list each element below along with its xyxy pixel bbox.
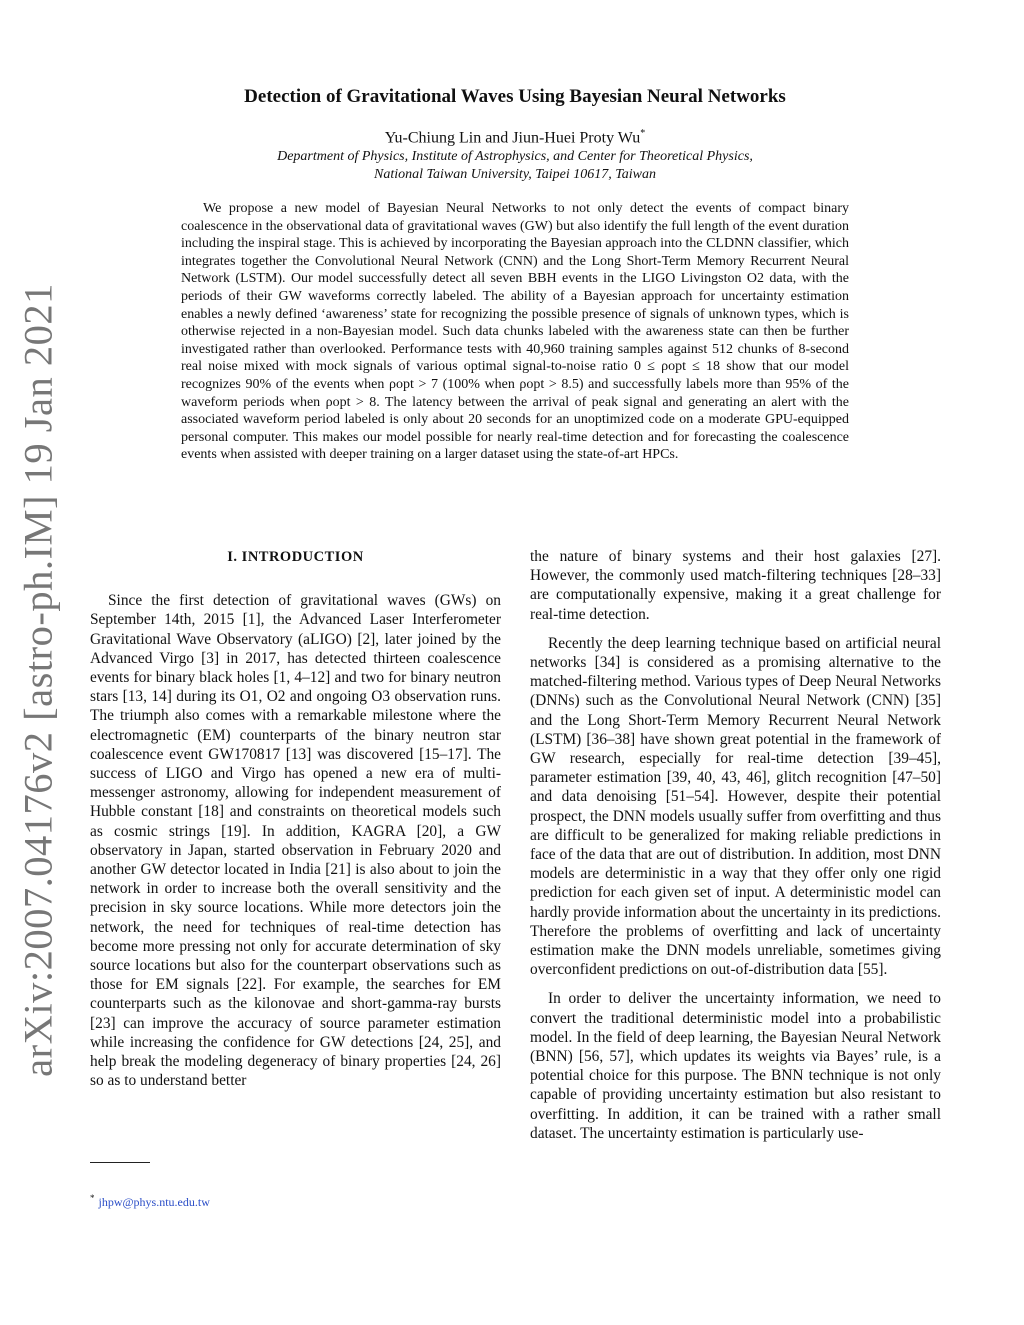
email-link[interactable]: jhpw@phys.ntu.edu.tw <box>98 1195 210 1209</box>
affiliation-line-2: National Taiwan University, Taipei 10617, Taiwan <box>373 167 656 182</box>
paragraph: the nature of binary systems and their host galaxies [27]. However, the commonly used match-filtering techniques [28–33] are computationally expensive, making it a great challenge for real-time detection. <box>530 548 941 623</box>
authors-text: Yu-Chiung Lin and Jiun-Huei Proty Wu <box>384 129 641 147</box>
arxiv-identifier <box>8 283 68 1077</box>
left-column <box>90 548 501 1090</box>
paragraph: In order to deliver the uncertainty information, we need to convert the traditional deterministic model into a probabilistic model. In the field of deep learning, the Bayesian Neural Network (BNN) [56, 57], which updates its weights via Bayes’ rule, is a potential choice for this purpose. The BNN technique is not only capable of providing uncertainty estimation but also resistant to overfitting. In addition, it can be trained with a rather small dataset. The uncertainty estimation is particularly use- <box>530 990 941 1142</box>
footnote-divider <box>90 1162 150 1163</box>
right-column <box>530 547 941 1143</box>
footnote <box>90 1193 210 1210</box>
author-footnote-mark[interactable]: * <box>640 128 646 139</box>
affiliation <box>150 148 880 184</box>
paragraph: Recently the deep learning technique based on artificial neural networks [34] is considered as a promising alternative to the matched-filtering method. Various types of Deep Neural Networks (DNNs) such as the Convolutional Neural Network (CNN) [35] and the Long Short-Term Memory Recurrent Neural Network (LSTM) [36–38] have shown great potential in the framework of GW research, especially for real-time detection [39–45], parameter estimation [39, 40, 43, 46], glitch recognition [47–50] and data denoising [51–54]. However, despite their potential prospect, the DNN models usually suffer from overfitting and thus are difficult to be generalized for making reliable predictions in face of the data that are out of distribution. In addition, most DNN models are deterministic in a way that they offer only one rigid prediction for each given set of input. A deterministic model can hardly provide information about the uncertainty in its predictions. Therefore the problems of overfitting and lack of uncertainty estimation make the DNN models unreliable, sometimes giving overconfident predictions on out-of-distribution data [55]. <box>530 634 941 979</box>
paragraph: Since the first detection of gravitational waves (GWs) on September 14th, 2015 [1], the Advanced Laser Interferometer Gravitational Wave Observatory (aLIGO) [2], later joined by the Advanced Virgo [3] in 2017, has detected thirteen coalescence events for binary black holes [1, 4–12] and two for binary neutron stars [13, 14] during its O1, O2 and ongoing O3 observation runs. The triumph also comes with a remarkable milestone where the electromagnetic (EM) counterparts of the binary neutron star coalescence event GW170817 [13] was discovered [15–17]. The success of LIGO and Virgo has opened a new era of multi-messenger astronomy, allowing for independent measurement of Hubble constant [18] and constraints on theoretical models such as cosmic strings [19]. In addition, KAGRA [20], a GW observatory in Japan, started observation in February 2020 and another GW detector located in India [21] is also about to join the network in order to increase both the overall sensitivity and the precision in sky source locations. While more detectors join the network, the need for techniques of real-time detection has become more pressing not only for accurate determination of sky source locations but also for the counterpart observations such as those for EM signals [22]. For example, the searches for EM counterparts such as the kilonovae and short-gamma-ray bursts [23] can improve the accuracy of source parameter estimation while increasing the confidence for GW detections [24, 25], and help break the modeling degeneracy of binary properties [24, 26] so as to understand better <box>90 592 501 1090</box>
section-heading: I. INTRODUCTION <box>227 549 364 565</box>
paper-title: Detection of Gravitational Waves Using Bayesian Neural Networks <box>244 86 786 107</box>
footnote-mark: * <box>90 1193 95 1203</box>
affiliation-line-1: Department of Physics, Institute of Astrophysics, and Center for Theoretical Physics, <box>277 149 753 164</box>
author-line <box>150 128 880 147</box>
abstract: We propose a new model of Bayesian Neural Networks to not only detect the events of compact binary coalescence in the observational data of gravitational waves (GW) but also identify the full length of the event duration including the inspiral stage. This is achieved by incorporating the Bayesian approach into the CLDNN classifier, which integrates together the Convolutional Neural Network (CNN) and the Long Short-Term Memory Recurrent Neural Network (LSTM). Our model successfully detect all seven BBH events in the LIGO Livingston O2 data, with the periods of their GW waveforms correctly labeled. The ability of a Bayesian approach for uncertainty estimation enables a newly defined ‘awareness’ state for recognizing the possible presence of signals of unknown types, which is otherwise rejected in a non-Bayesian model. Such data chunks labeled with the awareness state can then be further investigated rather than overlooked. Performance tests with 40,960 training samples against 512 chunks of 8-second real noise mixed with mock signals of various optimal signal-to-noise ratio 0 ≤ ρopt ≤ 18 show that our model recognizes 90% of the events when ρopt > 7 (100% when ρopt > 8.5) and successfully labels more than 95% of the waveform periods when ρopt > 8. The latency between the arrival of peak signal and generating an alert with the associated waveform period labeled is only about 20 seconds for an unoptimized code on a moderate GPU-equipped personal computer. This makes our model possible for nearly real-time detection and for forecasting the coalescence events when assisted with deeper training on a larger dataset using the state-of-art HPCs. <box>181 201 849 463</box>
arxiv-identifier-text: arXiv:2007.04176v2 [astro-ph.IM] 19 Jan 2021 <box>15 283 61 1077</box>
